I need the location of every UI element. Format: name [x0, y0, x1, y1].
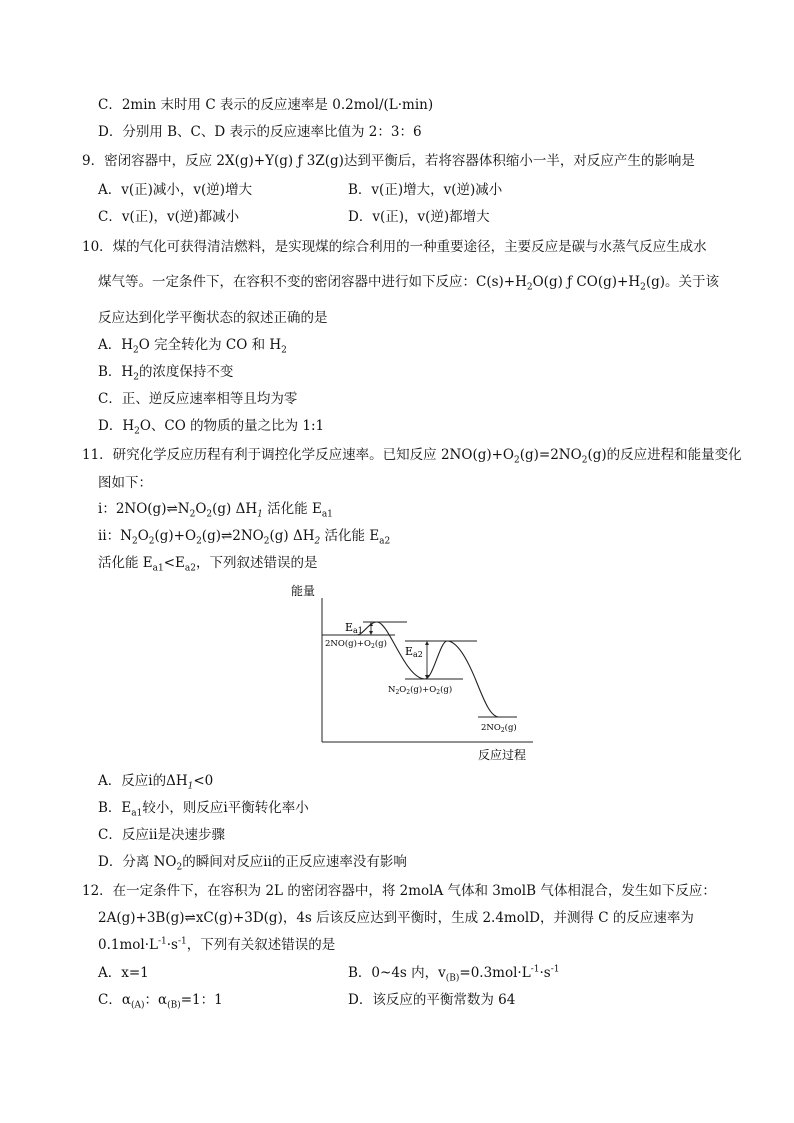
q9-option-a: A．v(正)减小，v(逆)增大	[98, 182, 253, 198]
q9-option-c: C．v(正)，v(逆)都减小	[98, 209, 240, 225]
q11-option-b: B．$E_{a1}$较小，则反应ⅰ平衡转化率小	[98, 800, 309, 819]
q10-stem-line2: 煤气等。一定条件下，在容积不变的密闭容器中进行如下反应：$C(s)+H_2O(g)$ ƒ $CO(g)+H_2(g)$。关于该	[98, 274, 720, 293]
q12-option-b: B．0~4s 内，$v_{(B)}=0.3mol\cdot L^{-1}\cdot s^{-1}$	[348, 964, 560, 984]
q12-stem-line2: 2A(g)+3B(g)⇌xC(g)+3D(g)，4s 后该反应达到平衡时，生成 2.4molD，并测得 C 的反应速率为	[98, 910, 694, 926]
y-axis-label: 能量	[291, 584, 316, 598]
q12-option-d: D．该反应的平衡常数为 64	[348, 992, 516, 1008]
q9-option-d: D．v(正)，v(逆)都增大	[348, 209, 490, 225]
ea1-arrow-head-down	[369, 631, 373, 635]
q10-option-a: A．$H_2O$ 完全转化为 CO 和 $H_2$	[98, 337, 287, 356]
q8-option-d: D．分别用 B、C、D 表示的反应速率比值为 2：3：6	[98, 124, 422, 140]
q10-stem-line3: 反应达到化学平衡状态的叙述正确的是	[98, 310, 328, 326]
q11-step-2: ⅱ：$N_2O_2(g)+O_2(g)\rightleftharpoons 2NO_2(g)$ $\Delta H_2$ 活化能 $E_{a2}$	[98, 528, 391, 547]
q10-option-b: B．$H_2$的浓度保持不变	[98, 364, 234, 383]
q11-step-1: ⅰ：$2NO(g)\rightleftharpoons N_2O_2(g)$ $\Delta H_1$ 活化能 $E_{a1}$	[98, 501, 333, 520]
q12-option-a: A．x=1	[98, 965, 149, 981]
q11-option-d: D．分离 $NO_2$的瞬间对反应ⅱ的正反应速率没有影响	[98, 854, 407, 873]
ea2-label: Ea2	[405, 645, 423, 659]
q11-condition: 活化能 $E_{a1}<E_{a2}$，下列叙述错误的是	[98, 555, 318, 574]
q8-option-c: C．2min 末时用 C 表示的反应速率是 0.2mol/(L·min)	[98, 97, 434, 113]
state-reactants-label: $2NO(g)+O_2(g)$	[325, 639, 387, 650]
ea1-label: Ea1	[345, 621, 363, 635]
q12-stem-line3: $0.1mol\cdot L^{-1}\cdot s^{-1}$，下列有关叙述错误的是	[98, 936, 336, 953]
q12-stem-line1: 12．在一定条件下，在容积为 2L 的密闭容器中，将 2molA 气体和 3molB 气体相混合，发生如下反应：	[82, 883, 716, 899]
energy-diagram	[285, 578, 545, 768]
q9-stem: 9．密闭容器中，反应 2X(g)+Y(g) ƒ 3Z(g)达到平衡后，若将容器体积缩小一半，对反应产生的影响是	[82, 153, 695, 169]
state-products-label: $2NO_2(g)$	[481, 723, 517, 734]
x-axis-label: 反应过程	[478, 748, 527, 762]
q10-stem-line1: 10．煤的气化可获得清洁燃料，是实现煤的综合利用的一种重要途径，主要反应是碳与水蒸气反应生成水	[82, 239, 707, 255]
q10-option-d: D．$H_2O$、CO 的物质的量之比为 1:1	[98, 418, 325, 437]
ea2-arrow-head-up	[425, 641, 429, 645]
reaction-curve	[357, 622, 499, 717]
q9-option-b: B．v(正)增大，v(逆)减小	[348, 182, 503, 198]
q11-stem-line2: 图如下：	[98, 475, 152, 491]
q12-option-c: C．$\alpha_{(A)}$：$\alpha_{(B)}=1$：1	[98, 992, 223, 1011]
q11-option-c: C．反应ⅱ是决速步骤	[98, 827, 225, 843]
q10-option-c: C．正、逆反应速率相等且均为零	[98, 391, 298, 407]
q11-option-a: A．反应ⅰ的$\Delta H_1<0$	[98, 773, 214, 792]
q11-stem-line1: 11．研究化学反应历程有利于调控化学反应速率。已知反应 $2NO(g)+O_2(g)=2NO_2(g)$的反应进程和能量变化	[82, 447, 742, 466]
state-intermediate-label: $N_2O_2(g)+O_2(g)$	[388, 685, 453, 696]
